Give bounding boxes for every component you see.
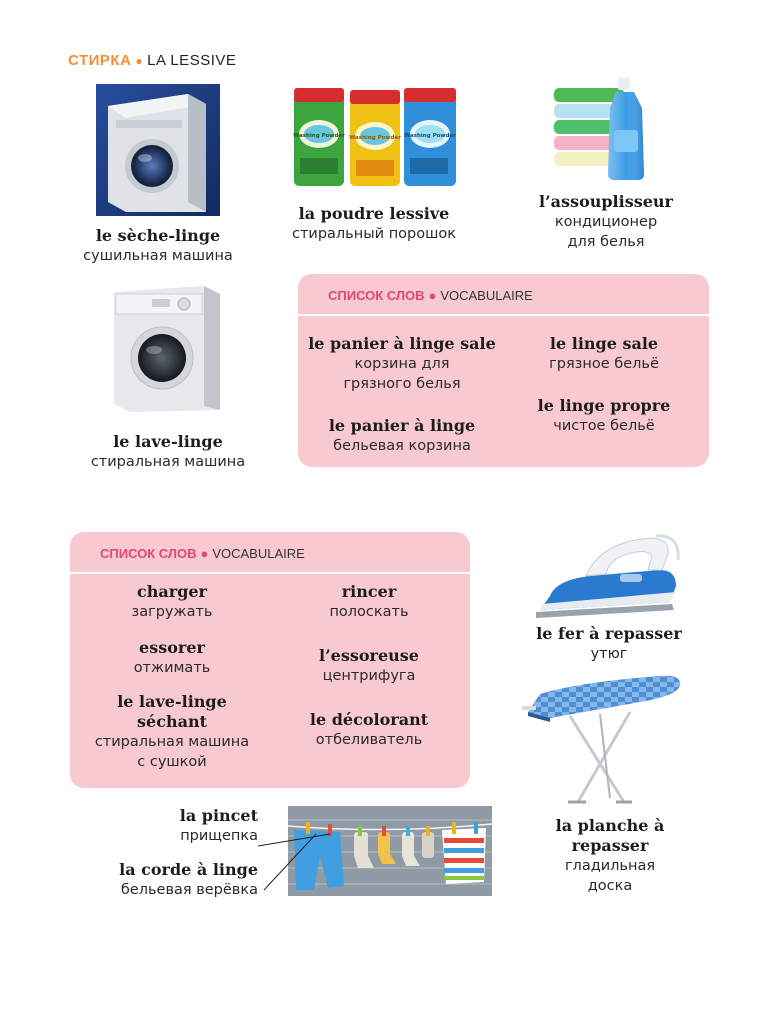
powder-fr: la poudre lessive — [298, 204, 450, 223]
vocab2-term — [74, 692, 270, 772]
board-caption — [530, 816, 690, 896]
vocab2-title-ru: СПИСОК СЛОВ — [100, 546, 197, 561]
vocab2-term — [74, 582, 270, 622]
vocab2-term — [282, 582, 456, 622]
line-caption — [96, 860, 258, 900]
vocab1-term — [302, 334, 502, 394]
vocab2-term-fr: essorer — [139, 638, 205, 657]
vocab2-term-fr: le lave-linge — [117, 692, 227, 711]
bullet-icon: ● — [428, 288, 437, 303]
iron-image — [530, 530, 682, 620]
softener-caption — [520, 192, 692, 252]
vocab2-term — [74, 638, 270, 678]
vocab2-term-ru: центрифуга — [322, 668, 416, 684]
vocab-box-2 — [70, 532, 470, 788]
vocab2-term — [282, 646, 456, 686]
vocab-box-1 — [298, 274, 709, 467]
vocab2-title-fr: VOCABULAIRE — [212, 546, 305, 561]
vocab2-term-fr: séchant — [137, 712, 207, 731]
peg-fr: la pincet — [179, 806, 258, 825]
iron-caption — [524, 624, 694, 664]
peg-ru: прищепка — [180, 828, 258, 844]
peg-caption — [150, 806, 258, 846]
vocab1-term-ru: бельевая корзина — [333, 438, 471, 454]
board-fr-1: la planche à — [555, 816, 665, 835]
vocab2-term — [282, 710, 456, 750]
softener-image — [550, 74, 662, 182]
softener-ru-1: кондиционер — [554, 214, 658, 230]
powder-ru: стиральный порошок — [291, 226, 457, 242]
page-title — [68, 52, 236, 69]
vocab1-term-fr: le linge propre — [537, 396, 671, 415]
vocab1-term-ru: корзина для — [354, 356, 450, 372]
vocab2-term-ru: отбеливатель — [315, 732, 423, 748]
vocab2-term-ru: полоскать — [329, 604, 409, 620]
vocab1-term — [524, 396, 684, 436]
vocab1-term-ru: грязное бельё — [549, 356, 659, 372]
ironing-board-image — [520, 672, 684, 806]
dryer-ru: сушильная машина — [83, 248, 233, 264]
powder-pack-text-3: Washing Powder — [404, 133, 456, 139]
powder-pack-text-1: Washing Powder — [293, 133, 345, 139]
leader-lines — [256, 820, 346, 896]
dryer-caption — [60, 226, 256, 266]
powder-caption — [270, 204, 478, 244]
board-ru-2: доска — [587, 878, 633, 894]
vocab1-title-ru: СПИСОК СЛОВ — [328, 288, 425, 303]
vocab2-term-fr: l’essoreuse — [319, 646, 419, 665]
vocab-header-2 — [70, 532, 470, 574]
softener-ru-2: для белья — [567, 234, 645, 250]
vocab2-term-ru: отжимать — [133, 660, 211, 676]
dryer-fr: le sèche-linge — [95, 226, 221, 245]
line-fr: la corde à linge — [119, 860, 258, 879]
vocab-header-1 — [298, 274, 709, 316]
vocab1-term-fr: le panier à linge — [328, 416, 476, 435]
vocab2-term-ru: загружать — [131, 604, 213, 620]
title-fr: LA LESSIVE — [147, 52, 237, 69]
vocab1-term — [302, 416, 502, 456]
vocab2-term-fr: rincer — [341, 582, 397, 601]
vocab2-term-ru: с сушкой — [137, 754, 207, 770]
vocab1-term-ru: чистое бельё — [553, 418, 655, 434]
line-ru: бельевая верёвка — [120, 882, 258, 898]
washer-image — [108, 282, 224, 414]
iron-fr: le fer à repasser — [536, 624, 682, 643]
title-ru: СТИРКА — [68, 52, 132, 69]
vocab1-term-fr: le panier à linge sale — [308, 334, 496, 353]
dryer-image — [96, 84, 220, 216]
iron-ru: утюг — [590, 646, 628, 662]
vocab1-title-fr: VOCABULAIRE — [440, 288, 533, 303]
washer-caption — [60, 432, 276, 472]
vocab2-term-fr: le décolorant — [309, 710, 429, 729]
washer-fr: le lave-linge — [113, 432, 223, 451]
vocab1-term — [524, 334, 684, 374]
washer-ru: стиральная машина — [90, 454, 246, 470]
powder-image — [292, 86, 458, 188]
vocab2-term-fr: charger — [137, 582, 207, 601]
vocab1-term-fr: le linge sale — [549, 334, 659, 353]
bullet-icon: ● — [200, 546, 209, 561]
bullet-icon: ● — [135, 54, 144, 68]
board-ru-1: гладильная — [564, 858, 656, 874]
softener-fr: l’assouplisseur — [539, 192, 673, 211]
powder-pack-text-2: Washing Powder — [349, 135, 401, 141]
vocab2-term-ru: стиральная машина — [94, 734, 250, 750]
board-fr-2: repasser — [571, 836, 649, 855]
vocab1-term-ru: грязного белья — [343, 376, 461, 392]
